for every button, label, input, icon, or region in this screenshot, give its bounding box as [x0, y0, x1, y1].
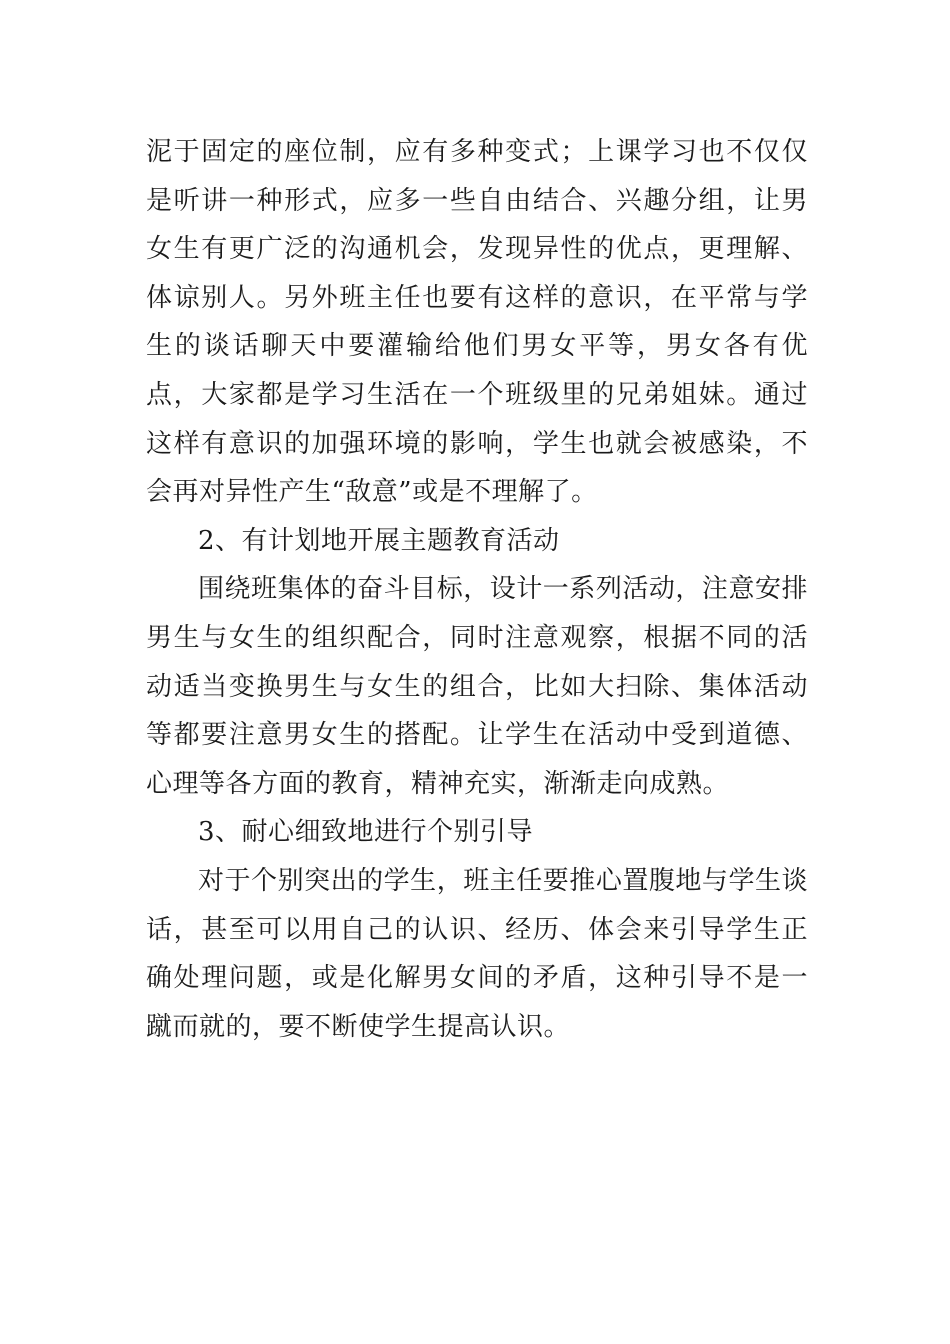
paragraph-activities: 围绕班集体的奋斗目标，设计一系列活动，注意安排男生与女生的组织配合，同时注意观察，根据不同的活动适当变换男生与女生的组合，比如大扫除、集体活动等都要注意男女生的搭配。让学生在活动中受到道德、心理等各方面的教育，精神充实，渐渐走向成熟。 — [146, 574, 808, 799]
document-body — [146, 128, 808, 1051]
section-heading-3: 3、耐心细致地进行个别引导 — [198, 817, 534, 848]
section-heading-2: 2、有计划地开展主题教育活动 — [198, 525, 560, 556]
paragraph-guidance: 对于个别突出的学生，班主任要推心置腹地与学生谈话，甚至可以用自己的认识、经历、体会来引导学生正确处理问题，或是化解男女间的矛盾，这种引导不是一蹴而就的，要不断使学生提高认识。 — [146, 865, 808, 1042]
paragraph-continuation: 泥于固定的座位制，应有多种变式；上课学习也不仅仅是听讲一种形式，应多一些自由结合、兴趣分组，让男女生有更广泛的沟通机会，发现异性的优点，更理解、体谅别人。另外班主任也要有这样的意识，在平常与学生的谈话聊天中要灌输给他们男女平等，男女各有优点，大家都是学习生活在一个班级里的兄弟姐妹。通过这样有意识的加强环境的影响，学生也就会被感染，不会再对异性产生“敌意”或是不理解了。 — [146, 137, 808, 508]
